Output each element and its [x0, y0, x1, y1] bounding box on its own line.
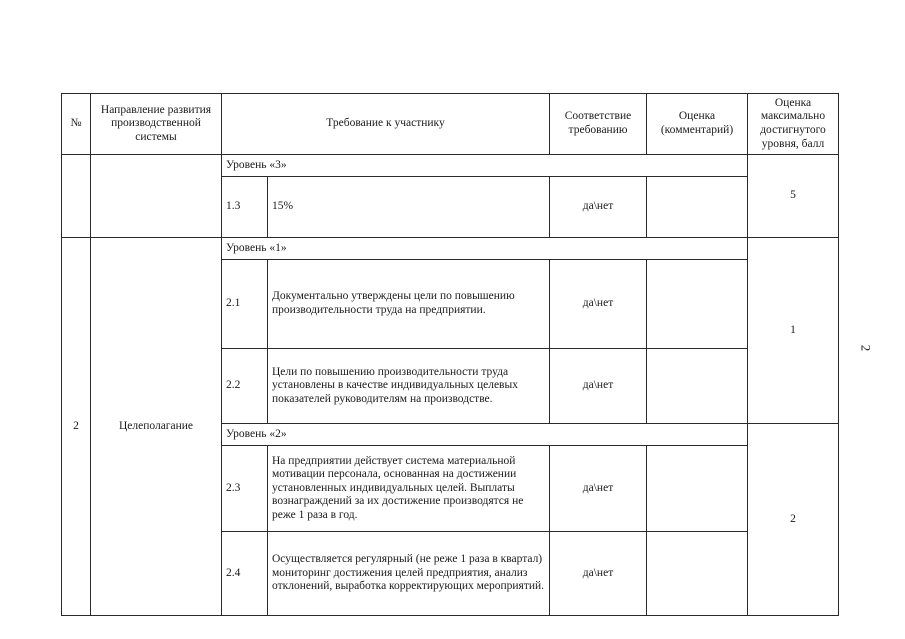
row-num: 2.2 [222, 349, 268, 424]
row-requirement: Документально утверждены цели по повышению производительности труда на предприятии. [268, 260, 550, 349]
row-num: 2.3 [222, 446, 268, 532]
header-requirement: Требование к участнику [222, 94, 550, 155]
row-compliance: да\нет [550, 532, 647, 616]
row-num: 2.4 [222, 532, 268, 616]
row-assessment [647, 532, 748, 616]
section2-score-level2: 2 [748, 424, 839, 616]
level-row [62, 238, 839, 260]
row-assessment [647, 446, 748, 532]
row-requirement: 15% [268, 177, 550, 238]
row-compliance: да\нет [550, 349, 647, 424]
header-direction: Направление развития производственной системы [91, 94, 222, 155]
section1-score: 5 [748, 155, 839, 238]
requirements-table [61, 93, 839, 616]
row-compliance: да\нет [550, 446, 647, 532]
row-assessment [647, 260, 748, 349]
row-requirement: Осуществляется регулярный (не реже 1 раза в квартал) мониторинг достижения целей предприятия, анализ отклонений, выработка корректирующих мероприятий. [268, 532, 550, 616]
page-number: 2 [858, 344, 874, 352]
level-2-label: Уровень «2» [222, 424, 748, 446]
level-3-label: Уровень «3» [222, 155, 748, 177]
row-num: 2.1 [222, 260, 268, 349]
level-row [62, 155, 839, 177]
row-num: 1.3 [222, 177, 268, 238]
section1-num [62, 155, 91, 238]
section2-score-level1: 1 [748, 238, 839, 424]
row-assessment [647, 177, 748, 238]
row-compliance: да\нет [550, 260, 647, 349]
header-num: № [62, 94, 91, 155]
level-1-label: Уровень «1» [222, 238, 748, 260]
header-row [62, 94, 839, 155]
section2-direction: Целеполагание [91, 238, 222, 616]
header-compliance: Соответствие требованию [550, 94, 647, 155]
header-assessment: Оценка (комментарий) [647, 94, 748, 155]
row-compliance: да\нет [550, 177, 647, 238]
row-requirement: Цели по повышению производительности труда установлены в качестве индивидуальных целевых показателей руководителям на производстве. [268, 349, 550, 424]
header-max-score: Оценка максимально достигнутого уровня, балл [748, 94, 839, 155]
row-requirement: На предприятии действует система материальной мотивации персонала, основанная на достижении установленных индивидуальных целей. Выплаты вознаграждений за их достижение производятся не реже 1 раза в год. [268, 446, 550, 532]
row-assessment [647, 349, 748, 424]
section2-num: 2 [62, 238, 91, 616]
section1-direction [91, 155, 222, 238]
